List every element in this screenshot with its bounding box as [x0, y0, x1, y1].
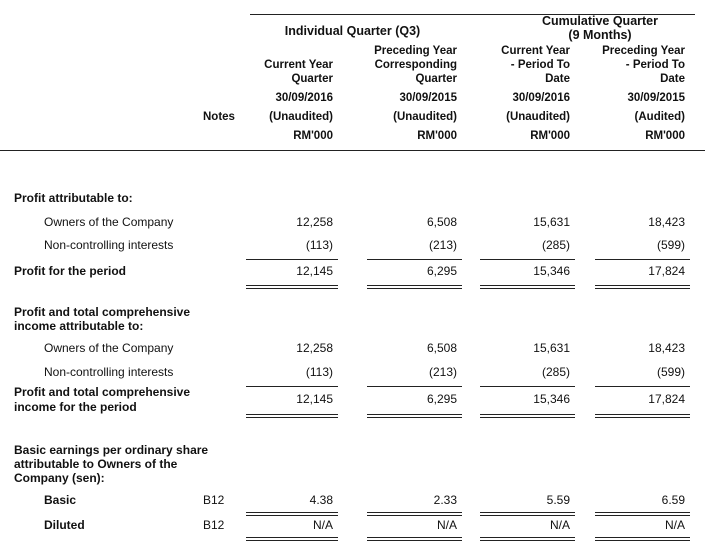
s2-nci-col1: (113) — [305, 365, 333, 379]
individual-quarter-header: Individual Quarter (Q3) — [284, 24, 421, 38]
s2-nci-col3: (285) — [541, 365, 570, 379]
cumulative-quarter-subheader: (9 Months) — [568, 28, 632, 42]
header-rule — [0, 150, 705, 151]
s2-subtotal-rule-col3 — [480, 386, 575, 387]
s1-total-dbl-col1 — [246, 285, 338, 289]
col3-header-line1: Current Year — [501, 45, 570, 57]
col4-header-line2: - Period To — [625, 59, 685, 71]
s1-nci-col1: (113) — [305, 238, 333, 252]
basic-note: B12 — [203, 493, 225, 507]
s1-owners-col3: 15,631 — [533, 215, 570, 229]
col2-header-line3: Quarter — [415, 73, 457, 85]
notes-header: Notes — [203, 111, 235, 123]
col2-audit: (Unaudited) — [393, 111, 457, 123]
section3-heading-line3: Company (sen): — [14, 471, 105, 485]
basic-col2: 2.33 — [433, 493, 457, 507]
col4-header-line1: Preceding Year — [602, 45, 685, 57]
s2-total-label-line1: Profit and total comprehensive — [14, 385, 191, 399]
diluted-dbl-col3 — [480, 537, 575, 541]
basic-col3: 5.59 — [546, 493, 570, 507]
basic-label: Basic — [44, 493, 77, 507]
basic-col1: 4.38 — [309, 493, 333, 507]
diluted-col1: N/A — [312, 518, 333, 532]
s1-total-col3: 15,346 — [533, 264, 570, 278]
diluted-note: B12 — [203, 518, 225, 532]
col1-header-line2: Current Year — [264, 59, 333, 71]
col2-date: 30/09/2015 — [399, 92, 457, 104]
col2-unit: RM'000 — [417, 130, 457, 142]
s1-nci-col2: (213) — [428, 238, 457, 252]
s1-nci-label: Non-controlling interests — [44, 238, 174, 252]
s1-nci-col3: (285) — [541, 238, 570, 252]
s2-nci-label: Non-controlling interests — [44, 365, 174, 379]
s2-total-dbl-col3 — [480, 414, 575, 418]
section1-heading: Profit attributable to: — [14, 191, 133, 205]
basic-dbl-col4 — [595, 512, 690, 516]
s2-subtotal-rule-col2 — [367, 386, 462, 387]
col4-date: 30/09/2015 — [627, 92, 685, 104]
s1-subtotal-rule-col4 — [595, 259, 690, 260]
s1-total-label: Profit for the period — [14, 264, 126, 278]
s1-subtotal-rule-col3 — [480, 259, 575, 260]
s2-owners-col3: 15,631 — [533, 341, 570, 355]
col4-audit: (Audited) — [634, 111, 685, 123]
col1-date: 30/09/2016 — [275, 92, 333, 104]
col2-header-line1: Preceding Year — [374, 45, 457, 57]
s2-total-col4: 17,824 — [648, 392, 685, 406]
s2-nci-col4: (599) — [656, 365, 685, 379]
col3-unit: RM'000 — [530, 130, 570, 142]
section2-heading-line2: income attributable to: — [14, 319, 144, 333]
s2-total-dbl-col4 — [595, 414, 690, 418]
col3-header-line3: Date — [545, 73, 570, 85]
col1-audit: (Unaudited) — [269, 111, 333, 123]
col4-unit: RM'000 — [645, 130, 685, 142]
basic-dbl-col1 — [246, 512, 338, 516]
diluted-dbl-col2 — [367, 537, 462, 541]
s1-total-col4: 17,824 — [648, 264, 685, 278]
basic-col4: 6.59 — [661, 493, 685, 507]
s2-owners-col2: 6,508 — [426, 341, 457, 355]
col1-header-line3: Quarter — [291, 73, 333, 85]
s2-total-label-line2: income for the period — [14, 400, 137, 414]
s1-total-col2: 6,295 — [426, 264, 457, 278]
col3-audit: (Unaudited) — [506, 111, 570, 123]
s2-nci-col2: (213) — [428, 365, 457, 379]
diluted-label: Diluted — [44, 518, 85, 532]
col4-header-line3: Date — [660, 73, 685, 85]
col3-date: 30/09/2016 — [512, 92, 570, 104]
basic-dbl-col3 — [480, 512, 575, 516]
diluted-col3: N/A — [549, 518, 570, 532]
s1-nci-col4: (599) — [656, 238, 685, 252]
s1-owners-label: Owners of the Company — [44, 215, 174, 229]
s1-owners-col1: 12,258 — [296, 215, 333, 229]
s2-total-col2: 6,295 — [426, 392, 457, 406]
col1-unit: RM'000 — [293, 130, 333, 142]
s1-subtotal-rule-col1 — [246, 259, 338, 260]
s2-subtotal-rule-col4 — [595, 386, 690, 387]
s2-total-col1: 12,145 — [296, 392, 333, 406]
s2-total-dbl-col1 — [246, 414, 338, 418]
section3-heading-line1: Basic earnings per ordinary share — [14, 443, 209, 457]
s2-owners-col4: 18,423 — [648, 341, 685, 355]
section3-heading-line2: attributable to Owners of the — [14, 457, 178, 471]
diluted-col2: N/A — [436, 518, 457, 532]
s2-owners-col1: 12,258 — [296, 341, 333, 355]
s2-subtotal-rule-col1 — [246, 386, 338, 387]
col3-header-line2: - Period To — [510, 59, 570, 71]
s2-total-col3: 15,346 — [533, 392, 570, 406]
diluted-dbl-col1 — [246, 537, 338, 541]
s1-owners-col2: 6,508 — [426, 215, 457, 229]
s2-owners-label: Owners of the Company — [44, 341, 174, 355]
s1-total-col1: 12,145 — [296, 264, 333, 278]
cumulative-quarter-header: Cumulative Quarter — [541, 14, 658, 28]
diluted-col4: N/A — [664, 518, 685, 532]
diluted-dbl-col4 — [595, 537, 690, 541]
s1-total-dbl-col4 — [595, 285, 690, 289]
section2-heading-line1: Profit and total comprehensive — [14, 305, 191, 319]
s1-subtotal-rule-col2 — [367, 259, 462, 260]
col2-header-line2: Corresponding — [374, 59, 457, 71]
s2-total-dbl-col2 — [367, 414, 462, 418]
s1-total-dbl-col3 — [480, 285, 575, 289]
basic-dbl-col2 — [367, 512, 462, 516]
s1-owners-col4: 18,423 — [648, 215, 685, 229]
s1-total-dbl-col2 — [367, 285, 462, 289]
